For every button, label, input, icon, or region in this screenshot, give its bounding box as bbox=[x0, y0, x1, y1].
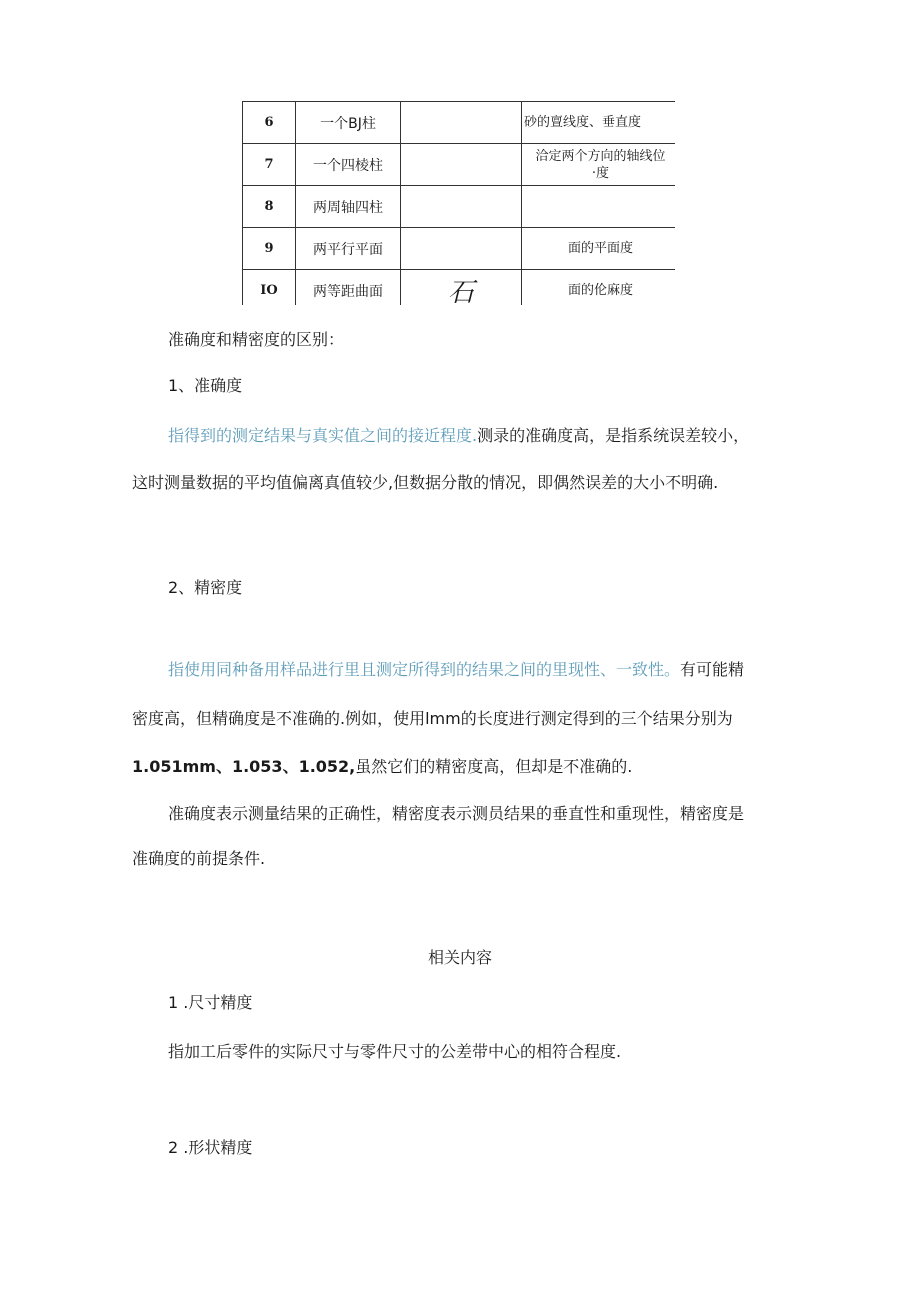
paragraph-summary-line1: 准确度表示测量结果的正确性，精密度表示测员结果的垂直性和重现性，精密度是 bbox=[168, 804, 745, 823]
paragraph-accuracy-line1 bbox=[168, 418, 749, 454]
precision-text: 有可能精 bbox=[680, 660, 745, 679]
accuracy-definition: 指得到的测定结果与真实值之间的接近程度. bbox=[168, 426, 478, 445]
section-title: 准确度和精密度的区别： bbox=[168, 330, 345, 349]
precision-conclusion: 虽然它们的精密度高，但却是不准确的. bbox=[355, 757, 633, 776]
table-row bbox=[243, 144, 676, 186]
table-row bbox=[243, 270, 676, 306]
row-object: 两平行平面 bbox=[296, 228, 401, 270]
row-item-text: 洽定两个方向的轴线位 bbox=[535, 148, 666, 164]
table-row bbox=[243, 228, 676, 270]
heading-accuracy: 1、准确度 bbox=[168, 376, 243, 395]
heading-precision: 2、精密度 bbox=[168, 578, 243, 597]
paragraph-precision-line2: 密度高，但精确度是不准确的.例如，使用lmm的长度进行测定得到的三个结果分别为 bbox=[132, 709, 733, 728]
table-row bbox=[243, 102, 676, 144]
row-object: 一个四棱柱 bbox=[296, 144, 401, 186]
heading-shape-accuracy: 2 .形状精度 bbox=[168, 1138, 253, 1157]
row-symbol bbox=[401, 102, 522, 144]
measurement-values: 1.051mm、1.053、1.052, bbox=[132, 757, 356, 776]
row-item-text: 砂的亶线度、垂直度 bbox=[524, 115, 642, 130]
row-item: 面的平面度 bbox=[522, 228, 676, 270]
paragraph-summary-line2: 准确度的前提条件. bbox=[132, 849, 266, 868]
row-item bbox=[522, 102, 676, 144]
row-symbol bbox=[401, 228, 522, 270]
accuracy-text: 测录的准确度高，是指系统误差较小， bbox=[477, 426, 750, 445]
precision-definition: 指使用同种备用样品进行里且测定所得到的结果之间的里现性、一致性。 bbox=[168, 660, 681, 679]
row-number: 7 bbox=[243, 144, 296, 186]
row-object: 两等距曲面 bbox=[296, 270, 401, 306]
table-row bbox=[243, 186, 676, 228]
row-object: 一个BJ柱 bbox=[296, 102, 401, 144]
paragraph-dimension-accuracy: 指加工后零件的实际尺寸与零件尺寸的公差带中心的相符合程度. bbox=[168, 1042, 622, 1061]
row-item: 面的伦麻度 bbox=[522, 270, 676, 306]
spec-table bbox=[242, 101, 675, 305]
heading-dimension-accuracy: 1 .尺寸精度 bbox=[168, 993, 253, 1012]
row-item bbox=[522, 144, 676, 186]
row-item-text-line2: ·度 bbox=[591, 165, 610, 181]
row-symbol bbox=[401, 144, 522, 186]
row-number: IO bbox=[243, 270, 296, 306]
paragraph-precision-line3 bbox=[132, 749, 632, 785]
paragraph-accuracy-line2: 这时测量数据的平均值偏离真值较少,但数据分散的情况，即偶然误差的大小不明确. bbox=[132, 473, 719, 492]
paragraph-precision-line1 bbox=[168, 652, 744, 688]
related-content-title: 相关内容 bbox=[427, 948, 492, 967]
spec-table-wrapper bbox=[242, 101, 675, 305]
row-number: 9 bbox=[243, 228, 296, 270]
row-number: 8 bbox=[243, 186, 296, 228]
row-object: 两周轴四柱 bbox=[296, 186, 401, 228]
row-item bbox=[522, 186, 676, 228]
row-number: 6 bbox=[243, 102, 296, 144]
row-symbol bbox=[401, 186, 522, 228]
row-symbol: 石 bbox=[401, 270, 522, 306]
